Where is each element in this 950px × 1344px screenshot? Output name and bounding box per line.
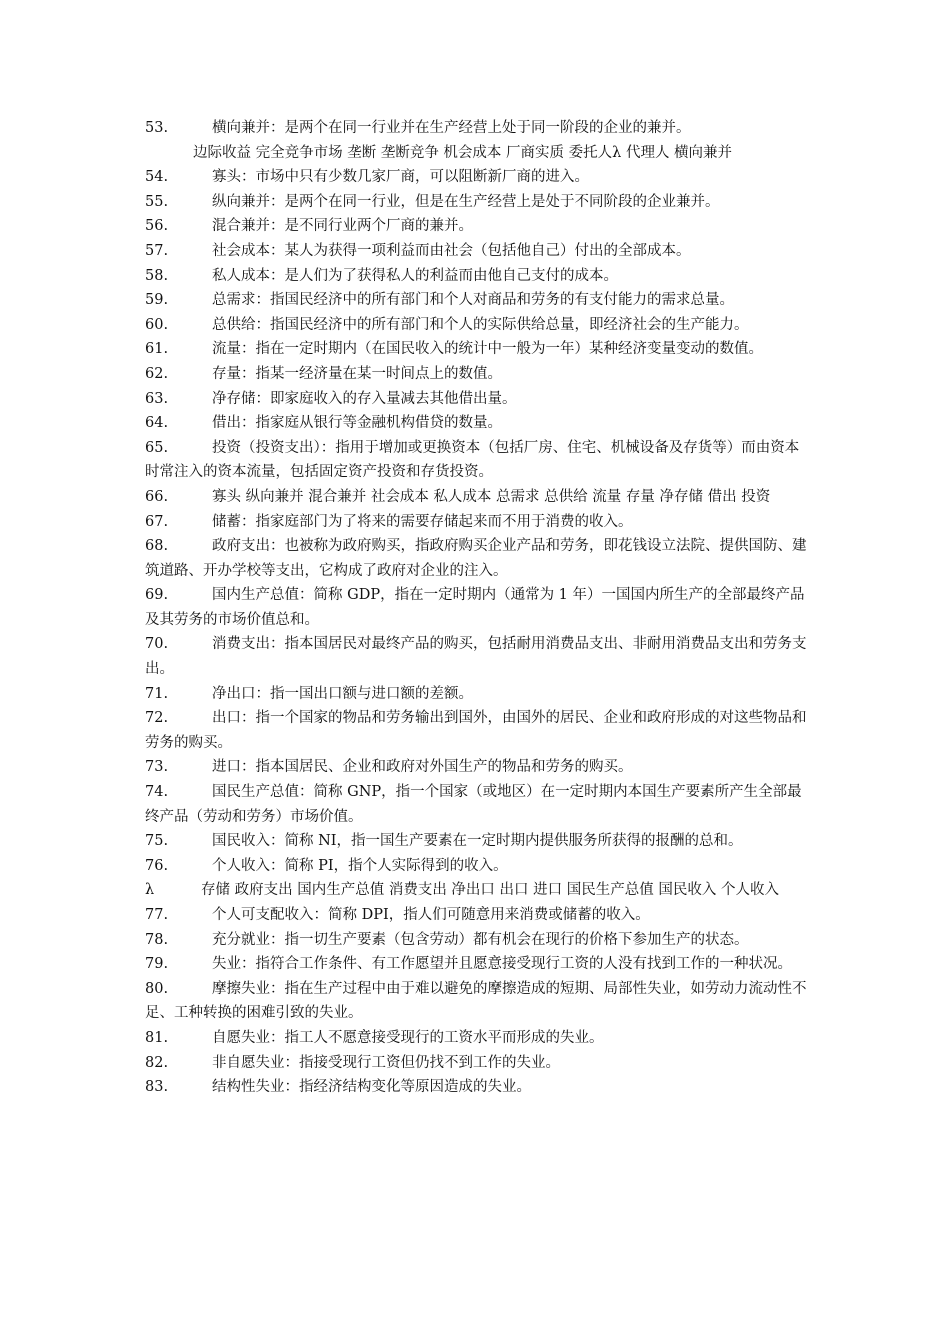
entry-81 xyxy=(145,1026,807,1051)
entry-76 xyxy=(145,854,807,879)
entry-number: 78. xyxy=(145,931,169,948)
entry-number: 79. xyxy=(145,956,169,973)
entry-number: 61. xyxy=(145,341,169,358)
entry-number: 80. xyxy=(145,980,169,997)
entry-67 xyxy=(145,510,807,535)
entry-number: 60. xyxy=(145,316,169,333)
entry-number: 71. xyxy=(145,685,169,702)
entry-text: 社会成本：某人为获得一项利益而由社会（包括他自己）付出的全部成本。 xyxy=(212,242,691,259)
entry-text: 净出口：指一国出口额与进口额的差额。 xyxy=(212,685,473,702)
entry-number: 82. xyxy=(145,1054,169,1071)
entry-58 xyxy=(145,264,807,289)
entry-number: 62. xyxy=(145,365,169,382)
entry-text: 摩擦失业：指在生产过程中由于难以避免的摩擦造成的短期、局部性失业，如劳动力流动性不足、工种转换的困难引致的失业。 xyxy=(145,980,807,1022)
entry-number: 64. xyxy=(145,415,169,432)
entry-55 xyxy=(145,190,807,215)
entry-number: 66. xyxy=(145,488,169,505)
entry-text: 政府支出：也被称为政府购买，指政府购买企业产品和劳务，即花钱设立法院、提供国防、建筑道路、开办学校等支出，它构成了政府对企业的注入。 xyxy=(145,538,807,579)
entry-text: 横向兼并：是两个在同一行业并在生产经营上处于同一阶段的企业的兼并。 xyxy=(212,120,691,136)
entry-text: 存量：指某一经济量在某一时间点上的数值。 xyxy=(212,365,502,382)
entry-number: 63. xyxy=(145,390,169,407)
entry-71 xyxy=(145,682,807,707)
entry-text: 私人成本：是人们为了获得私人的利益而由他自己支付的成本。 xyxy=(212,267,618,284)
entry-64 xyxy=(145,411,807,436)
entry-text: 总供给：指国民经济中的所有部门和个人的实际供给总量，即经济社会的生产能力。 xyxy=(212,316,749,333)
entry-number: 65. xyxy=(145,439,169,456)
entry-72 xyxy=(145,706,807,755)
entry-number: 57. xyxy=(145,242,169,259)
entry-number: 72. xyxy=(145,710,169,727)
entry-number: 75. xyxy=(145,833,169,850)
entry-number: 83. xyxy=(145,1079,169,1096)
entry-text: 储蓄：指家庭部门为了将来的需要存储起来而不用于消费的收入。 xyxy=(212,513,633,530)
entry-text: 寡头 纵向兼并 混合兼并 社会成本 私人成本 总需求 总供给 流量 存量 净存储 借出 投资 xyxy=(212,488,771,505)
entry-text: 国民收入：简称 NI，指一国生产要素在一定时期内提供服务所获得的报酬的总和。 xyxy=(212,833,743,850)
keyword-list: 边际收益 完全竞争市场 垄断 垄断竞争 机会成本 厂商实质 委托人λ 代理人 横向兼并 xyxy=(193,144,733,161)
entry-number: 59. xyxy=(145,292,169,309)
entry-75 xyxy=(145,829,807,854)
entry-79 xyxy=(145,952,807,977)
entry-text: 进口：指本国居民、企业和政府对外国生产的物品和劳务的购买。 xyxy=(212,759,633,776)
entry-65 xyxy=(145,436,807,485)
entry-73 xyxy=(145,755,807,780)
entry-text: 流量：指在一定时期内（在国民收入的统计中一般为一年）某种经济变量变动的数值。 xyxy=(212,341,763,358)
entry-number: 54. xyxy=(145,169,169,186)
entry-text: 寡头：市场中只有少数几家厂商，可以阻断新厂商的进入。 xyxy=(212,169,589,186)
entry-74 xyxy=(145,780,807,829)
entry-66 xyxy=(145,485,807,510)
entry-62 xyxy=(145,362,807,387)
entry-text: 国内生产总值：简称 GDP，指在一定时期内（通常为 1 年）一国国内所生产的全部最终产品及其劳务的市场价值总和。 xyxy=(145,587,805,628)
entry-number: 76. xyxy=(145,857,169,874)
entry-68 xyxy=(145,534,807,583)
entry-59 xyxy=(145,288,807,313)
entry-82 xyxy=(145,1051,807,1076)
entry-78 xyxy=(145,928,807,953)
entry-number: 67. xyxy=(145,513,169,530)
entry-number: 68. xyxy=(145,538,169,555)
document-page xyxy=(145,116,807,1100)
entry-53 xyxy=(145,116,807,141)
entry-text: 失业：指符合工作条件、有工作愿望并且愿意接受现行工资的人没有找到工作的一种状况。 xyxy=(212,956,792,973)
entry-text: 总需求：指国民经济中的所有部门和个人对商品和劳务的有支付能力的需求总量。 xyxy=(212,292,734,309)
entry-number: 74. xyxy=(145,784,169,801)
entry-text: 净存储：即家庭收入的存入量减去其他借出量。 xyxy=(212,390,517,407)
keyword-list xyxy=(145,878,807,903)
entry-77 xyxy=(145,903,807,928)
entry-text: 出口：指一个国家的物品和劳务输出到国外，由国外的居民、企业和政府形成的对这些物品和劳务的购买。 xyxy=(145,710,807,751)
entry-54 xyxy=(145,165,807,190)
entry-number: 58. xyxy=(145,267,169,284)
entry-number: 77. xyxy=(145,907,169,923)
entry-number: 55. xyxy=(145,193,169,210)
entry-69 xyxy=(145,583,807,632)
entry-57 xyxy=(145,239,807,264)
entry-text: 结构性失业：指经济结构变化等原因造成的失业。 xyxy=(212,1079,531,1096)
entry-number: 70. xyxy=(145,636,169,653)
entry-61 xyxy=(145,337,807,362)
entry-80 xyxy=(145,977,807,1026)
entry-text: 消费支出：指本国居民对最终产品的购买，包括耐用消费品支出、非耐用消费品支出和劳务支出。 xyxy=(145,636,807,678)
entry-text: 混合兼并：是不同行业两个厂商的兼并。 xyxy=(212,218,473,235)
entry-text: 自愿失业：指工人不愿意接受现行的工资水平而形成的失业。 xyxy=(212,1029,604,1046)
entry-text: 个人可支配收入：简称 DPI，指人们可随意用来消费或储蓄的收入。 xyxy=(212,907,650,923)
lambda-marker: λ xyxy=(145,882,155,899)
entry-number: 56. xyxy=(145,218,169,235)
entry-70 xyxy=(145,632,807,681)
entry-number: 69. xyxy=(145,587,169,604)
entry-number: 73. xyxy=(145,759,169,776)
keyword-list-text: 存储 政府支出 国内生产总值 消费支出 净出口 出口 进口 国民生产总值 国民收入 个人收入 xyxy=(201,882,779,899)
entry-83 xyxy=(145,1075,807,1100)
entry-number: 53. xyxy=(145,120,169,136)
entry-63 xyxy=(145,387,807,412)
entry-text: 投资（投资支出）：指用于增加或更换资本（包括厂房、住宅、机械设备及存货等）而由资本时常注入的资本流量，包括固定资产投资和存货投资。 xyxy=(145,439,800,481)
entry-text: 国民生产总值：简称 GNP，指一个国家（或地区）在一定时期内本国生产要素所产生全部最终产品（劳动和劳务）市场价值。 xyxy=(145,784,802,825)
entry-text: 非自愿失业：指接受现行工资但仍找不到工作的失业。 xyxy=(212,1054,560,1071)
entry-text: 借出：指家庭从银行等金融机构借贷的数量。 xyxy=(212,415,502,432)
entry-number: 81. xyxy=(145,1029,169,1046)
entry-text: 个人收入：简称 PI，指个人实际得到的收入。 xyxy=(212,857,508,874)
entry-text: 充分就业：指一切生产要素（包含劳动）都有机会在现行的价格下参加生产的状态。 xyxy=(212,931,749,948)
entry-text: 纵向兼并：是两个在同一行业，但是在生产经营上是处于不同阶段的企业兼并。 xyxy=(212,193,720,210)
entry-56 xyxy=(145,214,807,239)
entry-60 xyxy=(145,313,807,338)
